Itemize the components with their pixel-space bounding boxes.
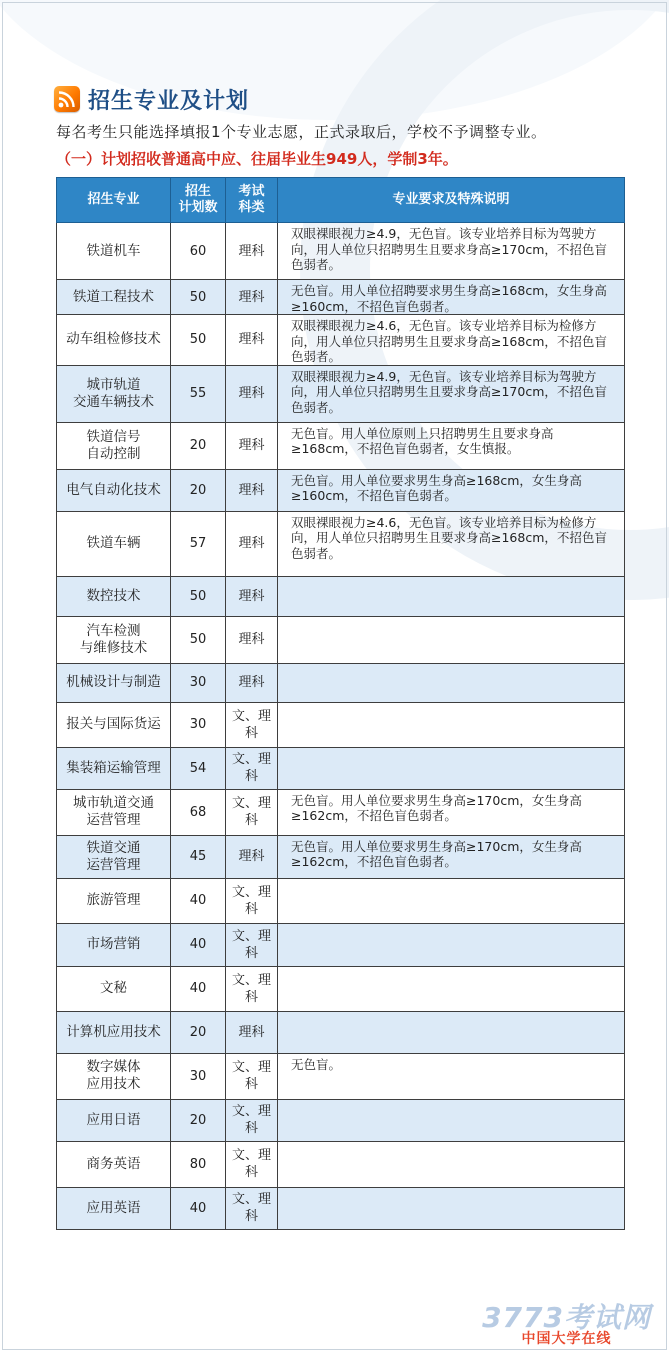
note-cell (278, 878, 625, 923)
table-row (57, 576, 625, 616)
category-cell: 文、理科 (226, 1141, 278, 1187)
rss-icon (54, 86, 80, 112)
note-cell: 双眼裸眼视力≥4.6，无色盲。该专业培养目标为检修方向，用人单位只招聘男生且要求身高≥168cm，不招色盲色弱者。 (278, 315, 625, 366)
major-cell: 文秘 (57, 966, 171, 1011)
note-cell: 无色盲。用人单位原则上只招聘男生且要求身高≥168cm，不招色盲色弱者，女生慎报。 (278, 422, 625, 469)
table-row (57, 511, 625, 576)
category-cell: 理科 (226, 223, 278, 280)
major-cell: 机械设计与制造 (57, 663, 171, 702)
count-cell: 50 (171, 616, 226, 663)
table-row (57, 1099, 625, 1141)
major-cell: 城市轨道 交通车辆技术 (57, 365, 171, 422)
category-cell: 文、理科 (226, 789, 278, 835)
count-cell: 20 (171, 422, 226, 469)
note-cell: 无色盲。用人单位要求男生身高≥168cm，女生身高≥160cm，不招色盲色弱者。 (278, 469, 625, 511)
major-cell: 应用日语 (57, 1099, 171, 1141)
note-cell: 无色盲。用人单位要求男生身高≥170cm，女生身高≥162cm，不招色盲色弱者。 (278, 835, 625, 878)
major-cell: 铁道信号 自动控制 (57, 422, 171, 469)
section-title: 招生专业及计划 (88, 88, 250, 114)
note-cell (278, 1011, 625, 1053)
table-row (57, 1011, 625, 1053)
enrollment-table (56, 177, 625, 1230)
note-cell (278, 966, 625, 1011)
category-cell: 文、理科 (226, 1099, 278, 1141)
major-cell: 商务英语 (57, 1141, 171, 1187)
count-cell: 30 (171, 1053, 226, 1099)
major-cell: 动车组检修技术 (57, 315, 171, 366)
header-major: 招生专业 (57, 178, 171, 223)
category-cell: 文、理科 (226, 1053, 278, 1099)
count-cell: 40 (171, 1187, 226, 1229)
count-cell: 40 (171, 966, 226, 1011)
category-cell: 理科 (226, 1011, 278, 1053)
count-cell: 50 (171, 280, 226, 315)
table-row (57, 878, 625, 923)
major-cell: 数控技术 (57, 576, 171, 616)
major-cell: 汽车检测 与维修技术 (57, 616, 171, 663)
count-cell: 54 (171, 747, 226, 789)
major-cell: 铁道工程技术 (57, 280, 171, 315)
count-cell: 68 (171, 789, 226, 835)
note-cell (278, 1141, 625, 1187)
category-cell: 理科 (226, 469, 278, 511)
note-cell: 无色盲。用人单位招聘要求男生身高≥168cm，女生身高≥160cm，不招色盲色弱者。 (278, 280, 625, 315)
plan-text: （一）计划招收普通高中应、往届毕业生949人，学制3年。 (56, 150, 458, 168)
count-cell: 55 (171, 365, 226, 422)
major-cell: 集装箱运输管理 (57, 747, 171, 789)
major-cell: 铁道交通 运营管理 (57, 835, 171, 878)
count-cell: 50 (171, 315, 226, 366)
intro-text: 每名考生只能选择填报1个专业志愿，正式录取后，学校不予调整专业。 (56, 123, 547, 141)
major-cell: 电气自动化技术 (57, 469, 171, 511)
table-row (57, 280, 625, 315)
count-cell: 20 (171, 469, 226, 511)
table-row (57, 663, 625, 702)
category-cell: 文、理科 (226, 702, 278, 747)
category-cell: 文、理科 (226, 878, 278, 923)
major-cell: 数字媒体 应用技术 (57, 1053, 171, 1099)
table-row (57, 789, 625, 835)
note-cell (278, 923, 625, 966)
table-row (57, 223, 625, 280)
category-cell: 理科 (226, 422, 278, 469)
count-cell: 80 (171, 1141, 226, 1187)
note-cell (278, 1187, 625, 1229)
section-header (54, 84, 249, 114)
note-cell (278, 616, 625, 663)
header-note: 专业要求及特殊说明 (278, 178, 625, 223)
table-row (57, 702, 625, 747)
count-cell: 30 (171, 663, 226, 702)
note-cell (278, 576, 625, 616)
watermark (482, 1296, 651, 1348)
category-cell: 理科 (226, 315, 278, 366)
major-cell: 铁道机车 (57, 223, 171, 280)
table-row (57, 616, 625, 663)
category-cell: 理科 (226, 365, 278, 422)
major-cell: 计算机应用技术 (57, 1011, 171, 1053)
note-cell: 双眼裸眼视力≥4.9，无色盲。该专业培养目标为驾驶方向，用人单位只招聘男生且要求身高≥170cm，不招色盲色弱者。 (278, 223, 625, 280)
major-cell: 旅游管理 (57, 878, 171, 923)
note-cell (278, 747, 625, 789)
category-cell: 理科 (226, 616, 278, 663)
table-row (57, 1141, 625, 1187)
table-row (57, 315, 625, 366)
note-cell: 双眼裸眼视力≥4.6，无色盲。该专业培养目标为检修方向，用人单位只招聘男生且要求身高≥168cm，不招色盲色弱者。 (278, 511, 625, 576)
header-category: 考试 科类 (226, 178, 278, 223)
category-cell: 理科 (226, 511, 278, 576)
category-cell: 理科 (226, 663, 278, 702)
major-cell: 市场营销 (57, 923, 171, 966)
count-cell: 20 (171, 1099, 226, 1141)
watermark-site: 中国大学在线 (521, 1331, 612, 1347)
table-row (57, 1187, 625, 1229)
table-header-row (57, 178, 625, 223)
table-row (57, 923, 625, 966)
table-row (57, 966, 625, 1011)
note-cell: 无色盲。用人单位要求男生身高≥170cm，女生身高≥162cm，不招色盲色弱者。 (278, 789, 625, 835)
category-cell: 理科 (226, 835, 278, 878)
count-cell: 40 (171, 923, 226, 966)
note-cell (278, 1099, 625, 1141)
table-row (57, 422, 625, 469)
major-cell: 报关与国际货运 (57, 702, 171, 747)
count-cell: 40 (171, 878, 226, 923)
header-count: 招生 计划数 (171, 178, 226, 223)
count-cell: 50 (171, 576, 226, 616)
table-row (57, 469, 625, 511)
count-cell: 45 (171, 835, 226, 878)
count-cell: 60 (171, 223, 226, 280)
category-cell: 文、理科 (226, 747, 278, 789)
count-cell: 30 (171, 702, 226, 747)
category-cell: 文、理科 (226, 966, 278, 1011)
table-row (57, 835, 625, 878)
major-cell: 铁道车辆 (57, 511, 171, 576)
table-row (57, 365, 625, 422)
note-cell (278, 663, 625, 702)
count-cell: 57 (171, 511, 226, 576)
note-cell (278, 702, 625, 747)
category-cell: 理科 (226, 280, 278, 315)
table-row (57, 747, 625, 789)
major-cell: 城市轨道交通 运营管理 (57, 789, 171, 835)
category-cell: 文、理科 (226, 1187, 278, 1229)
note-cell: 双眼裸眼视力≥4.9，无色盲。该专业培养目标为驾驶方向，用人单位只招聘男生且要求身高≥170cm，不招色盲色弱者。 (278, 365, 625, 422)
category-cell: 文、理科 (226, 923, 278, 966)
watermark-logo-text: 3773考试网 (482, 1301, 651, 1334)
note-cell: 无色盲。 (278, 1053, 625, 1099)
category-cell: 理科 (226, 576, 278, 616)
major-cell: 应用英语 (57, 1187, 171, 1229)
table-row (57, 1053, 625, 1099)
count-cell: 20 (171, 1011, 226, 1053)
